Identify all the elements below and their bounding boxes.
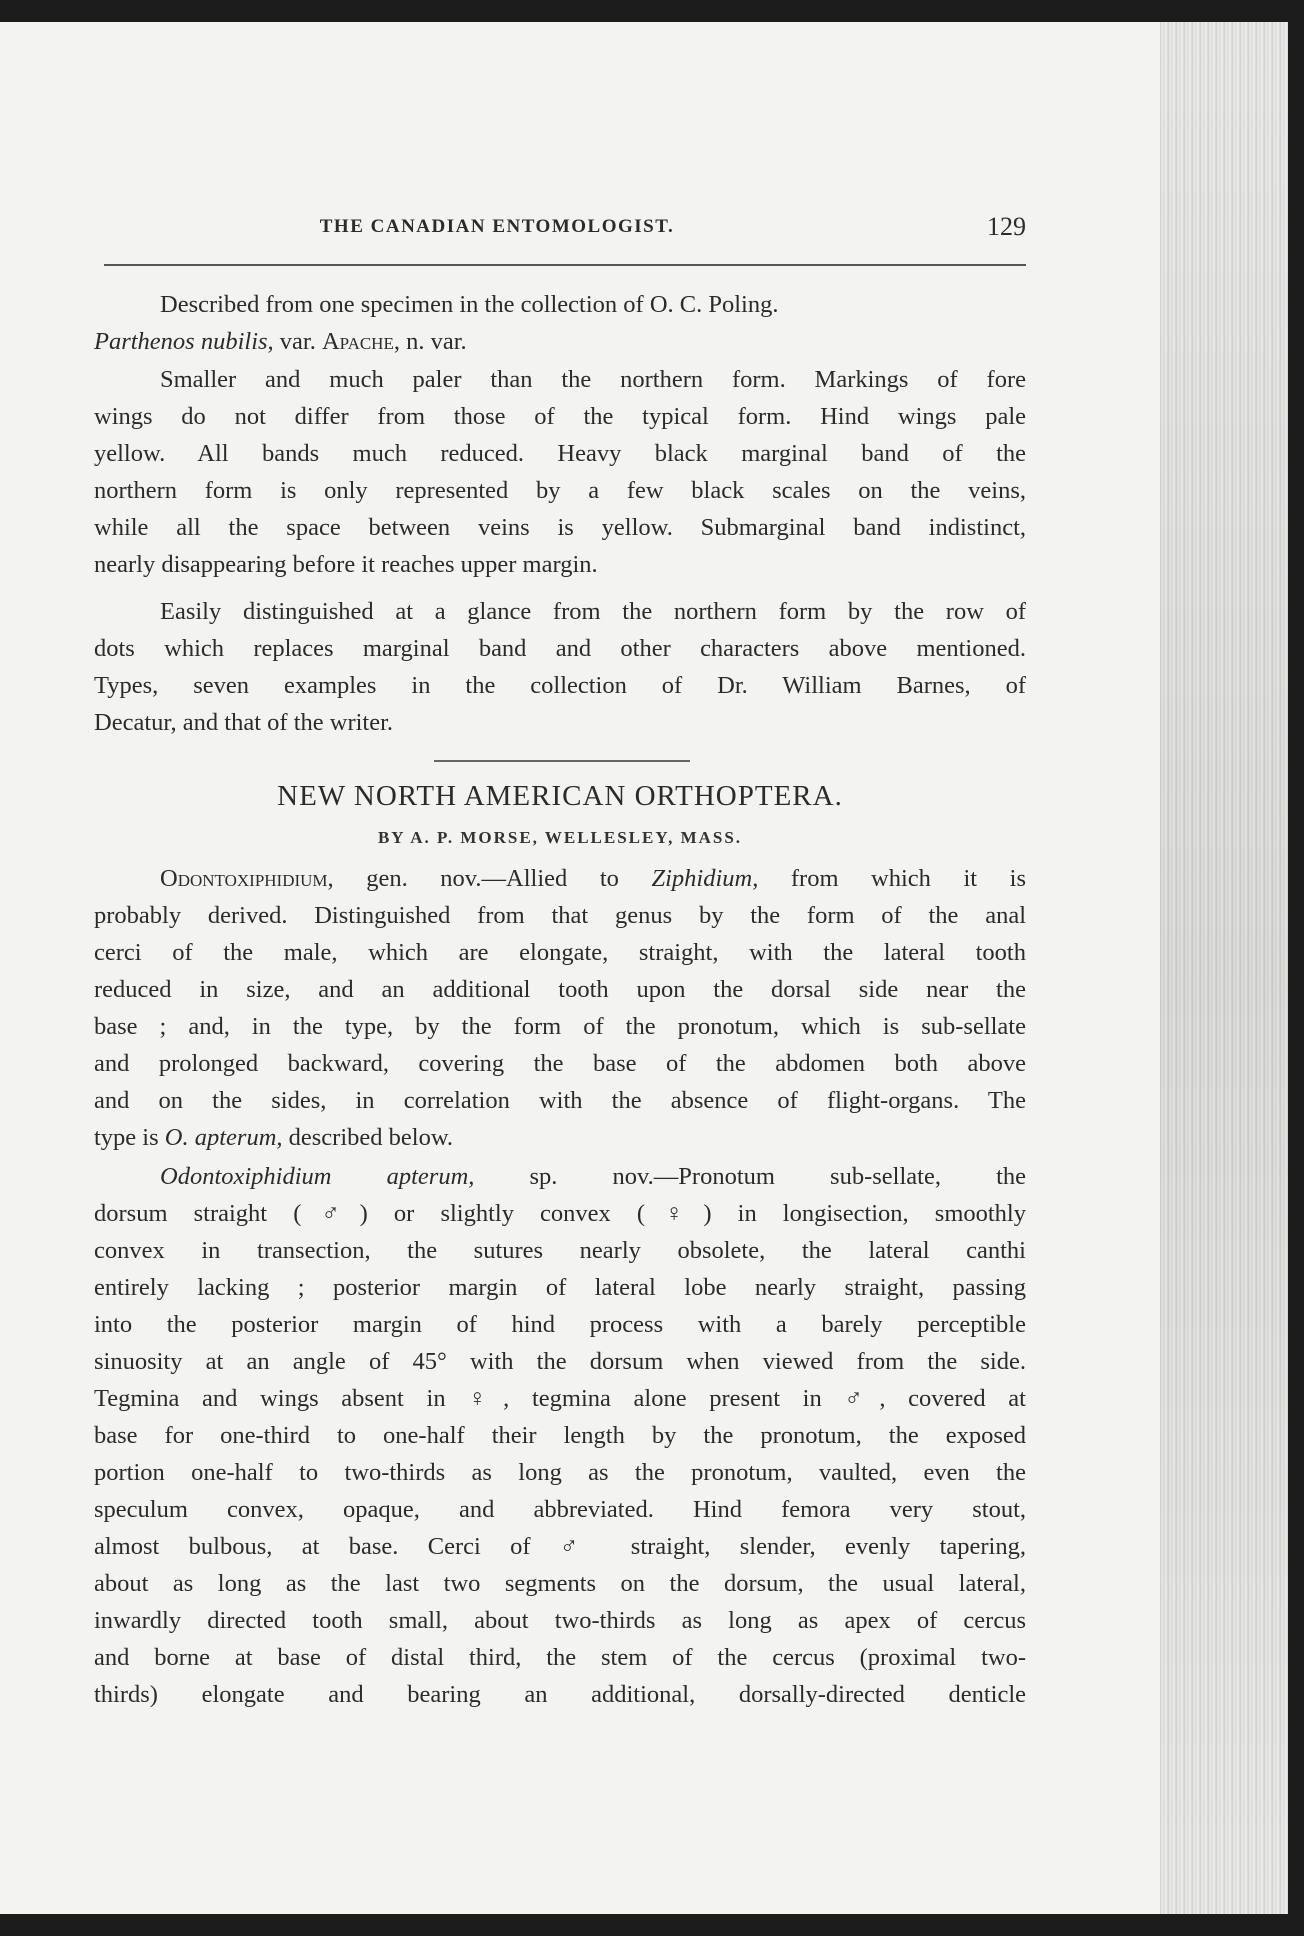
text-line — [94, 1158, 1026, 1195]
taxon-name: Odontoxiphidium apterum, — [160, 1163, 475, 1190]
paragraph-genus — [94, 860, 1026, 1156]
text-fragment: sp. nov.—Pronotum sub-sellate, the — [474, 1163, 1026, 1190]
text-line: yellow. All bands much reduced. Heavy black marginal band of the — [94, 440, 1026, 467]
text-line: Tegmina and wings absent in ♀, tegmina alone present in ♂, covered at — [94, 1385, 1026, 1412]
text-fragment: from which it is — [758, 865, 1026, 892]
text-line — [94, 860, 1026, 897]
genus-name: Odontoxiphidium — [160, 865, 328, 892]
text-line: dots which replaces marginal band and other characters above mentioned. — [94, 635, 1026, 662]
text-line: and on the sides, in correlation with the absence of flight-organs. The — [94, 1087, 1026, 1114]
taxon-name: Parthenos nubilis, — [94, 328, 274, 355]
text-fragment: , n. var. — [393, 328, 467, 355]
paragraph-description — [94, 361, 1026, 583]
paragraph-types — [94, 593, 1026, 741]
text-line: almost bulbous, at base. Cerci of ♂ straight, slender, evenly tapering, — [94, 1533, 1026, 1560]
text-line — [94, 323, 1026, 360]
text-line: nearly disappearing before it reaches upper margin. — [94, 551, 598, 578]
text-line: cerci of the male, which are elongate, straight, with the lateral tooth — [94, 939, 1026, 966]
text-line: while all the space between veins is yellow. Submarginal band indistinct, — [94, 514, 1026, 541]
scan-border-right — [1288, 0, 1304, 1936]
paragraph-species — [94, 1158, 1026, 1713]
text-line: inwardly directed tooth small, about two-thirds as long as apex of cercus — [94, 1607, 1026, 1634]
page-number: 129 — [987, 212, 1026, 241]
taxon-name: O. apterum, — [164, 1124, 283, 1151]
text-fragment: described below. — [282, 1124, 454, 1151]
text-line: thirds) elongate and bearing an additional, dorsally-directed denticle — [94, 1681, 1026, 1708]
text-line — [94, 1119, 1026, 1156]
text-line: Types, seven examples in the collection of Dr. William Barnes, of — [94, 672, 1026, 699]
paragraph-described — [94, 286, 1026, 360]
text-line: and prolonged backward, covering the base of the abdomen both above — [94, 1050, 1026, 1077]
text-line: into the posterior margin of hind process with a barely perceptible — [94, 1311, 1026, 1338]
taxon-name: Ziphidium, — [651, 865, 759, 892]
text-line: northern form is only represented by a few black scales on the veins, — [94, 477, 1026, 504]
article-title: NEW NORTH AMERICAN ORTHOPTERA. — [277, 780, 843, 812]
variety-name: Apache — [321, 328, 394, 355]
text-fragment: type is — [94, 1124, 165, 1151]
text-fragment: , gen. nov.—Allied to — [327, 865, 652, 892]
text-fragment: var. — [273, 328, 322, 355]
scan-border-bottom — [0, 1914, 1304, 1936]
text-line: speculum convex, opaque, and abbreviated. Hind femora very stout, — [94, 1496, 1026, 1523]
text-line: wings do not differ from those of the typical form. Hind wings pale — [94, 403, 1026, 430]
text-line: dorsum straight (♂) or slightly convex (♀) in longisection, smoothly — [94, 1200, 1026, 1227]
article-byline: BY A. P. MORSE, WELLESLEY, MASS. — [377, 828, 743, 847]
section-separator — [434, 760, 690, 762]
text-line: Smaller and much paler than the northern form. Markings of fore — [160, 366, 1026, 393]
text-line: reduced in size, and an additional tooth upon the dorsal side near the — [94, 976, 1026, 1003]
text-line: Described from one specimen in the collection of O. C. Poling. — [160, 291, 779, 318]
running-head — [94, 212, 1026, 242]
running-title: THE CANADIAN ENTOMOLOGIST. — [319, 216, 675, 237]
text-line: Easily distinguished at a glance from the northern form by the row of — [160, 598, 1026, 625]
text-line: about as long as the last two segments on the dorsum, the usual lateral, — [94, 1570, 1026, 1597]
text-line: base ; and, in the type, by the form of the pronotum, which is sub-sellate — [94, 1013, 1026, 1040]
page-edges — [1160, 22, 1288, 1914]
text-line: base for one-third to one-half their length by the pronotum, the exposed — [94, 1422, 1026, 1449]
text-line: probably derived. Distinguished from that genus by the form of the anal — [94, 902, 1026, 929]
text-line: portion one-half to two-thirds as long as the pronotum, vaulted, even the — [94, 1459, 1026, 1486]
header-rule — [104, 264, 1026, 266]
text-line: convex in transection, the sutures nearly obsolete, the lateral canthi — [94, 1237, 1026, 1264]
text-line: sinuosity at an angle of 45° with the dorsum when viewed from the side. — [94, 1348, 1026, 1375]
text-line: Decatur, and that of the writer. — [94, 709, 394, 736]
text-line: entirely lacking ; posterior margin of lateral lobe nearly straight, passing — [94, 1274, 1026, 1301]
text-line: and borne at base of distal third, the stem of the cercus (proximal two- — [94, 1644, 1026, 1671]
